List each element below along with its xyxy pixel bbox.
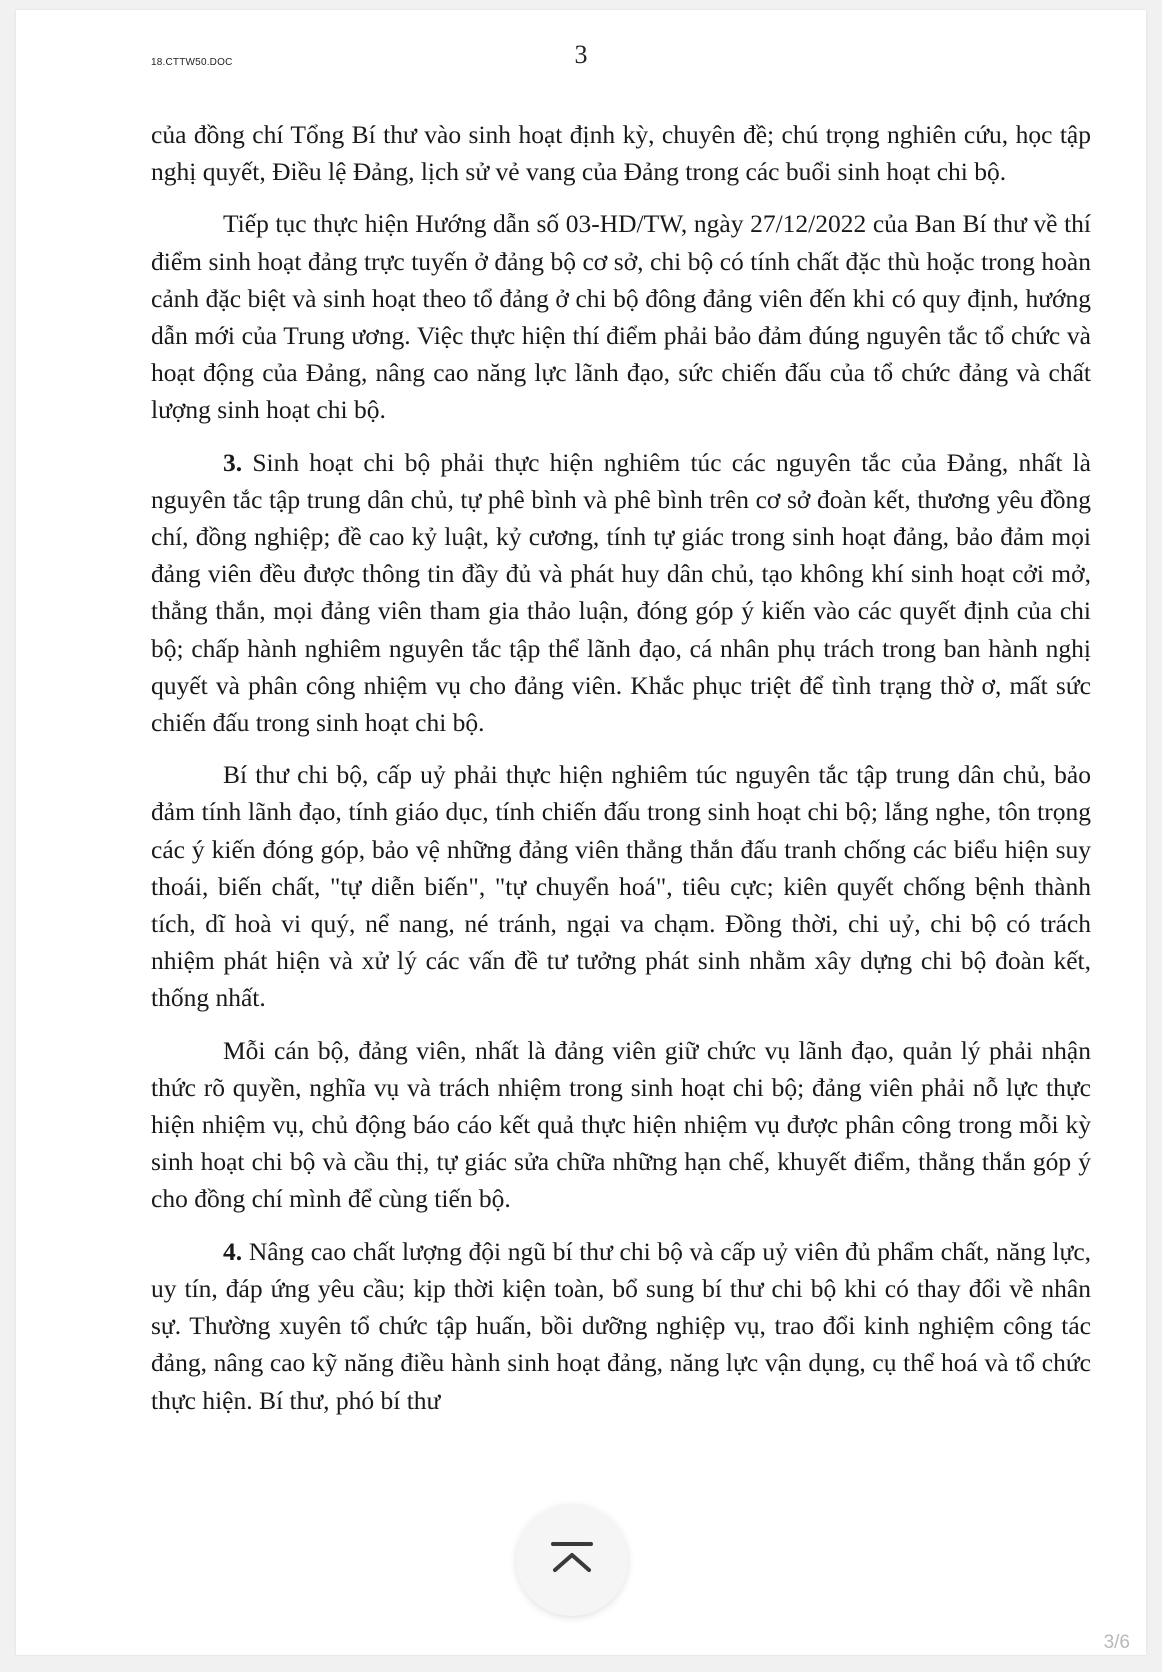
paragraph-4	[151, 756, 1091, 1016]
paragraph-5	[151, 1032, 1091, 1218]
document-page	[16, 10, 1146, 1655]
page-indicator: 3/6	[1103, 1632, 1130, 1653]
paragraph-text: Sinh hoạt chi bộ phải thực hiện nghiêm túc các nguyên tắc của Đảng, nhất là nguyên tắc tập trung dân chủ, tự phê bình và phê bình trên cơ sở đoàn kết, thương yêu đồng chí, đồng nghiệp; đề cao kỷ luật, kỷ cương, tính tự giác trong sinh hoạt đảng, bảo đảm mọi đảng viên đều được thông tin đầy đủ và phát huy dân chủ, tạo không khí sinh hoạt cởi mở, thẳng thắn, mọi đảng viên tham gia thảo luận, đóng góp ý kiến vào các quyết định của chi bộ; chấp hành nghiêm nguyên tắc tập thể lãnh đạo, cá nhân phụ trách trong ban hành nghị quyết và phân công nhiệm vụ cho đảng viên. Khắc phục triệt để tình trạng thờ ơ, mất sức chiến đấu trong sinh hoạt chi bộ.	[151, 447, 1091, 738]
paragraph-text: Nâng cao chất lượng đội ngũ bí thư chi bộ và cấp uỷ viên đủ phẩm chất, năng lực, uy tín, đáp ứng yêu cầu; kịp thời kiện toàn, bổ sung bí thư chi bộ khi có thay đổi về nhân sự. Thường xuyên tổ chức tập huấn, bồi dưỡng nghiệp vụ, trao đổi kinh nghiệm công tác đảng, nâng cao kỹ năng điều hành sinh hoạt đảng, năng lực vận dụng, cụ thể hoá và tổ chức thực hiện. Bí thư, phó bí thư	[151, 1236, 1092, 1415]
paragraph-text: của đồng chí Tổng Bí thư vào sinh hoạt định kỳ, chuyên đề; chú trọng nghiên cứu, học tập nghị quyết, Điều lệ Đảng, lịch sử vẻ vang của Đảng trong các buổi sinh hoạt chi bộ.	[151, 120, 1091, 187]
paragraph-text: Mỗi cán bộ, đảng viên, nhất là đảng viên giữ chức vụ lãnh đạo, quản lý phải nhận thức rõ quyền, nghĩa vụ và trách nhiệm trong sinh hoạt chi bộ; đảng viên phải nỗ lực thực hiện nhiệm vụ, chủ động báo cáo kết quả thực hiện nhiệm vụ được phân công trong mỗi kỳ sinh hoạt chi bộ và cầu thị, tự giác sửa chữa những hạn chế, khuyết điểm, thẳng thắn góp ý cho đồng chí mình để cùng tiến bộ.	[151, 1035, 1091, 1214]
paragraph-number: 4.	[223, 1236, 243, 1266]
document-body	[151, 116, 1091, 1434]
paragraph-3	[151, 444, 1091, 742]
paragraph-text: Tiếp tục thực hiện Hướng dẫn số 03-HD/TW, ngày 27/12/2022 của Ban Bí thư về thí điểm sinh hoạt đảng trực tuyến ở đảng bộ cơ sở, chi bộ có tính chất đặc thù hoặc trong hoàn cảnh đặc biệt và sinh hoạt theo tổ đảng ở chi bộ đông đảng viên đến khi có quy định, hướng dẫn mới của Trung ương. Việc thực hiện thí điểm phải bảo đảm đúng nguyên tắc tổ chức và hoạt động của Đảng, nâng cao năng lực lãnh đạo, sức chiến đấu của tổ chức đảng và chất lượng sinh hoạt chi bộ.	[151, 209, 1091, 425]
page-number: 3	[574, 40, 588, 69]
paragraph-number: 3.	[223, 447, 243, 477]
paragraph-text: Bí thư chi bộ, cấp uỷ phải thực hiện nghiêm túc nguyên tắc tập trung dân chủ, bảo đảm tính lãnh đạo, tính giáo dục, tính chiến đấu trong sinh hoạt chi bộ; lắng nghe, tôn trọng các ý kiến đóng góp, bảo vệ những đảng viên thẳng thắn đấu tranh chống các biểu hiện suy thoái, biến chất, "tự diễn biến", "tự chuyển hoá", tiêu cực; kiên quyết chống bệnh thành tích, dĩ hoà vi quý, nể nang, né tránh, ngại va chạm. Đồng thời, chi uỷ, chi bộ có trách nhiệm phát hiện và xử lý các vấn đề tư tưởng phát sinh nhằm xây dựng chi bộ đoàn kết, thống nhất.	[151, 760, 1091, 1013]
document-filename: 18.CTTW50.DOC	[151, 57, 233, 68]
paragraph-2	[151, 205, 1091, 428]
scroll-to-top-button[interactable]	[516, 1504, 628, 1616]
paragraph-1	[151, 116, 1091, 190]
paragraph-6	[151, 1233, 1091, 1419]
chevron-up-bar-icon	[549, 1538, 595, 1578]
